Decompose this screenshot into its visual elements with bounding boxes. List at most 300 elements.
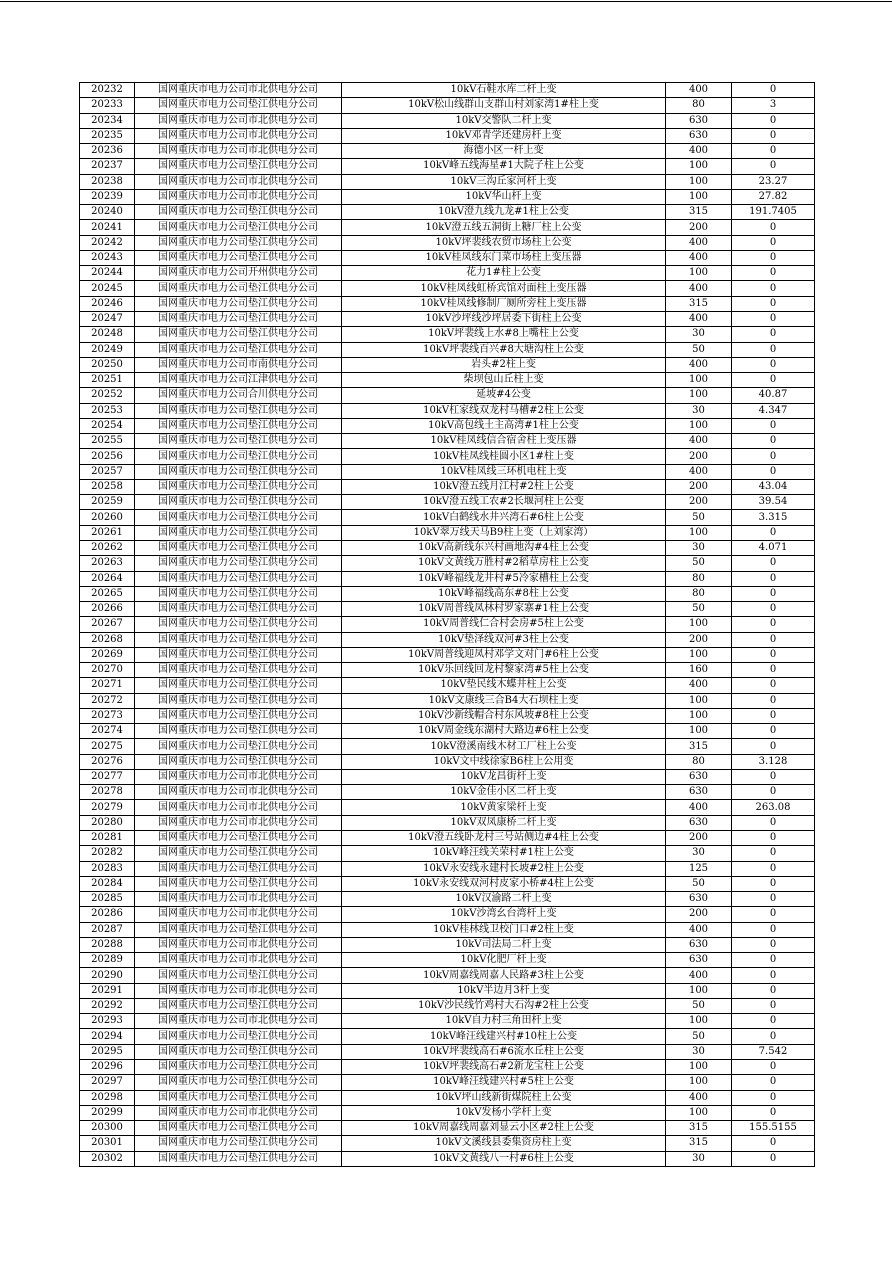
row-id-cell: 20245: [80, 281, 135, 296]
table-row: [80, 205, 815, 220]
row-id-cell: 20251: [80, 373, 135, 388]
value-cell: 0: [732, 1075, 815, 1090]
capacity-cell: 50: [666, 998, 732, 1013]
transformer-name-cell: 10kV垫泽线双河#3柱上公变: [342, 632, 666, 647]
row-id-cell: 20258: [80, 479, 135, 494]
value-cell: 3.315: [732, 510, 815, 525]
table-row: [80, 373, 815, 388]
capacity-cell: 400: [666, 144, 732, 159]
table-row: [80, 510, 815, 525]
transformer-name-cell: 10kV双凤康桥二杆上变: [342, 815, 666, 830]
company-cell: 国网重庆市电力公司市北供电分公司: [135, 128, 342, 143]
table-row: [80, 525, 815, 540]
capacity-cell: 630: [666, 815, 732, 830]
capacity-cell: 50: [666, 510, 732, 525]
transformer-name-cell: 10kV坪裴线百兴#8大塘沟柱上公变: [342, 342, 666, 357]
company-cell: 国网重庆市电力公司垫江供电分公司: [135, 418, 342, 433]
value-cell: 0: [732, 556, 815, 571]
transformer-name-cell: 10kV澄五线卧龙村三号站侧边#4柱上公变: [342, 831, 666, 846]
transformer-name-cell: 10kV峰汪线建兴村#10柱上公变: [342, 1029, 666, 1044]
company-cell: 国网重庆市电力公司市南供电分公司: [135, 357, 342, 372]
capacity-cell: 630: [666, 937, 732, 952]
company-cell: 国网重庆市电力公司垫江供电分公司: [135, 464, 342, 479]
company-cell: 国网重庆市电力公司垫江供电分公司: [135, 250, 342, 265]
company-cell: 国网重庆市电力公司垫江供电分公司: [135, 632, 342, 647]
company-cell: 国网重庆市电力公司垫江供电分公司: [135, 663, 342, 678]
company-cell: 国网重庆市电力公司市北供电分公司: [135, 785, 342, 800]
transformer-name-cell: 10kV龙昌街杆上变: [342, 769, 666, 784]
table-row: [80, 98, 815, 113]
capacity-cell: 30: [666, 327, 732, 342]
table-row: [80, 357, 815, 372]
company-cell: 国网重庆市电力公司市北供电分公司: [135, 953, 342, 968]
table-row: [80, 83, 815, 98]
company-cell: 国网重庆市电力公司垫江供电分公司: [135, 1044, 342, 1059]
table-row: [80, 144, 815, 159]
transformer-name-cell: 10kV周普线迎凤村邓学文对门#6柱上公变: [342, 647, 666, 662]
capacity-cell: 30: [666, 846, 732, 861]
value-cell: 0: [732, 311, 815, 326]
capacity-cell: 50: [666, 876, 732, 891]
capacity-cell: 50: [666, 1029, 732, 1044]
capacity-cell: 80: [666, 754, 732, 769]
table-row: [80, 159, 815, 174]
table-row: [80, 128, 815, 143]
value-cell: 0: [732, 418, 815, 433]
table-row: [80, 678, 815, 693]
capacity-cell: 100: [666, 418, 732, 433]
row-id-cell: 20287: [80, 922, 135, 937]
transformer-name-cell: 10kV澄五线工农#2长堰河柱上公变: [342, 495, 666, 510]
table-row: [80, 540, 815, 555]
transformer-name-cell: 10kV桂凤线修制厂厕所旁柱上变压器: [342, 296, 666, 311]
value-cell: 0: [732, 693, 815, 708]
table-row: [80, 815, 815, 830]
value-cell: 0: [732, 449, 815, 464]
company-cell: 国网重庆市电力公司江津供电分公司: [135, 373, 342, 388]
table-row: [80, 418, 815, 433]
value-cell: 0: [732, 907, 815, 922]
transformer-name-cell: 10kV文溪线县委集资房柱上变: [342, 1136, 666, 1151]
transformer-name-cell: 10kV化肥厂杆上变: [342, 953, 666, 968]
transformer-name-cell: 10kV周金线东湖村大路边#6柱上公变: [342, 724, 666, 739]
value-cell: 0: [732, 113, 815, 128]
table-row: [80, 556, 815, 571]
transformer-name-cell: 10kV坪裴线农贸市场柱上公变: [342, 235, 666, 250]
table-row: [80, 739, 815, 754]
row-id-cell: 20293: [80, 1014, 135, 1029]
capacity-cell: 100: [666, 373, 732, 388]
capacity-cell: 100: [666, 1014, 732, 1029]
row-id-cell: 20300: [80, 1121, 135, 1136]
row-id-cell: 20269: [80, 647, 135, 662]
capacity-cell: 400: [666, 968, 732, 983]
company-cell: 国网重庆市电力公司垫江供电分公司: [135, 1060, 342, 1075]
value-cell: 0: [732, 434, 815, 449]
transformer-name-cell: 10kV交警队二杆上变: [342, 113, 666, 128]
table-row: [80, 1121, 815, 1136]
table-row: [80, 1090, 815, 1105]
row-id-cell: 20273: [80, 708, 135, 723]
row-id-cell: 20285: [80, 892, 135, 907]
value-cell: 0: [732, 876, 815, 891]
value-cell: 0: [732, 815, 815, 830]
table-row: [80, 1044, 815, 1059]
company-cell: 国网重庆市电力公司垫江供电分公司: [135, 678, 342, 693]
row-id-cell: 20270: [80, 663, 135, 678]
row-id-cell: 20241: [80, 220, 135, 235]
table-body: [80, 83, 815, 1167]
value-cell: 0: [732, 266, 815, 281]
row-id-cell: 20237: [80, 159, 135, 174]
value-cell: 0: [732, 464, 815, 479]
transformer-name-cell: 10kV澄五线五洞街上糖厂柱上公变: [342, 220, 666, 235]
table-row: [80, 479, 815, 494]
value-cell: 0: [732, 983, 815, 998]
value-cell: 3.128: [732, 754, 815, 769]
capacity-cell: 400: [666, 235, 732, 250]
capacity-cell: 400: [666, 922, 732, 937]
transformer-name-cell: 10kV峰五线海星#1大院子柱上公变: [342, 159, 666, 174]
value-cell: 0: [732, 296, 815, 311]
table-row: [80, 1060, 815, 1075]
row-id-cell: 20262: [80, 540, 135, 555]
capacity-cell: 100: [666, 525, 732, 540]
table-row: [80, 296, 815, 311]
row-id-cell: 20263: [80, 556, 135, 571]
row-id-cell: 20248: [80, 327, 135, 342]
transformer-name-cell: 10kV澄九线九龙#1柱上公变: [342, 205, 666, 220]
capacity-cell: 400: [666, 434, 732, 449]
row-id-cell: 20294: [80, 1029, 135, 1044]
row-id-cell: 20264: [80, 571, 135, 586]
transformer-name-cell: 10kV澄溪南线木材工厂柱上公变: [342, 739, 666, 754]
company-cell: 国网重庆市电力公司垫江供电分公司: [135, 724, 342, 739]
company-cell: 国网重庆市电力公司垫江供电分公司: [135, 540, 342, 555]
value-cell: 23.27: [732, 174, 815, 189]
value-cell: 263.08: [732, 800, 815, 815]
table-row: [80, 754, 815, 769]
value-cell: 0: [732, 892, 815, 907]
row-id-cell: 20242: [80, 235, 135, 250]
company-cell: 国网重庆市电力公司市北供电分公司: [135, 189, 342, 204]
company-cell: 国网重庆市电力公司垫江供电分公司: [135, 571, 342, 586]
transformer-name-cell: 10kV桂凤线信合宿舍柱上变压器: [342, 434, 666, 449]
transformer-name-cell: 10kV翠万线天马B9柱上变（上刘家湾）: [342, 525, 666, 540]
transformer-name-cell: 10kV桂凤线虹桥宾馆对面柱上变压器: [342, 281, 666, 296]
capacity-cell: 200: [666, 831, 732, 846]
capacity-cell: 50: [666, 602, 732, 617]
table-row: [80, 174, 815, 189]
capacity-cell: 100: [666, 174, 732, 189]
company-cell: 国网重庆市电力公司垫江供电分公司: [135, 754, 342, 769]
capacity-cell: 630: [666, 785, 732, 800]
capacity-cell: 400: [666, 678, 732, 693]
company-cell: 国网重庆市电力公司垫江供电分公司: [135, 281, 342, 296]
table-row: [80, 769, 815, 784]
row-id-cell: 20301: [80, 1136, 135, 1151]
value-cell: 0: [732, 281, 815, 296]
row-id-cell: 20238: [80, 174, 135, 189]
capacity-cell: 80: [666, 571, 732, 586]
value-cell: 0: [732, 144, 815, 159]
transformer-name-cell: 10kV黄家梁杆上变: [342, 800, 666, 815]
company-cell: 国网重庆市电力公司垫江供电分公司: [135, 1151, 342, 1166]
company-cell: 国网重庆市电力公司垫江供电分公司: [135, 556, 342, 571]
transformer-table: [79, 82, 815, 1167]
row-id-cell: 20243: [80, 250, 135, 265]
table-row: [80, 724, 815, 739]
row-id-cell: 20292: [80, 998, 135, 1013]
row-id-cell: 20298: [80, 1090, 135, 1105]
value-cell: 191.7405: [732, 205, 815, 220]
transformer-name-cell: 10kV文中线徐家B6柱上公用变: [342, 754, 666, 769]
capacity-cell: 100: [666, 617, 732, 632]
company-cell: 国网重庆市电力公司垫江供电分公司: [135, 846, 342, 861]
row-id-cell: 20261: [80, 525, 135, 540]
row-id-cell: 20282: [80, 846, 135, 861]
table-row: [80, 311, 815, 326]
company-cell: 国网重庆市电力公司市北供电分公司: [135, 144, 342, 159]
capacity-cell: 200: [666, 479, 732, 494]
value-cell: 0: [732, 342, 815, 357]
table-row: [80, 571, 815, 586]
transformer-name-cell: 10kV文康线三合B4大石坝柱上变: [342, 693, 666, 708]
capacity-cell: 80: [666, 586, 732, 601]
table-row: [80, 876, 815, 891]
capacity-cell: 400: [666, 311, 732, 326]
value-cell: 0: [732, 1014, 815, 1029]
capacity-cell: 315: [666, 1136, 732, 1151]
value-cell: 0: [732, 571, 815, 586]
company-cell: 国网重庆市电力公司垫江供电分公司: [135, 1029, 342, 1044]
transformer-name-cell: 10kV沙湾幺台湾杆上变: [342, 907, 666, 922]
transformer-name-cell: 柴坝包山丘柱上变: [342, 373, 666, 388]
transformer-name-cell: 花力1#柱上公变: [342, 266, 666, 281]
company-cell: 国网重庆市电力公司市北供电分公司: [135, 983, 342, 998]
table-row: [80, 983, 815, 998]
company-cell: 国网重庆市电力公司垫江供电分公司: [135, 1090, 342, 1105]
table-row: [80, 602, 815, 617]
transformer-name-cell: 10kV半边月3杆上变: [342, 983, 666, 998]
value-cell: 0: [732, 128, 815, 143]
row-id-cell: 20280: [80, 815, 135, 830]
capacity-cell: 315: [666, 296, 732, 311]
row-id-cell: 20240: [80, 205, 135, 220]
capacity-cell: 160: [666, 663, 732, 678]
value-cell: 0: [732, 922, 815, 937]
company-cell: 国网重庆市电力公司垫江供电分公司: [135, 403, 342, 418]
value-cell: 0: [732, 1105, 815, 1120]
transformer-name-cell: 延坡#4公变: [342, 388, 666, 403]
row-id-cell: 20256: [80, 449, 135, 464]
row-id-cell: 20257: [80, 464, 135, 479]
company-cell: 国网重庆市电力公司市北供电分公司: [135, 815, 342, 830]
capacity-cell: 630: [666, 769, 732, 784]
capacity-cell: 400: [666, 800, 732, 815]
row-id-cell: 20260: [80, 510, 135, 525]
capacity-cell: 30: [666, 540, 732, 555]
transformer-name-cell: 10kV坪裴线上水#8上嘴柱上公变: [342, 327, 666, 342]
value-cell: 0: [732, 1151, 815, 1166]
row-id-cell: 20296: [80, 1060, 135, 1075]
table-row: [80, 800, 815, 815]
company-cell: 国网重庆市电力公司垫江供电分公司: [135, 831, 342, 846]
company-cell: 国网重庆市电力公司开州供电分公司: [135, 266, 342, 281]
transformer-name-cell: 10kV周嘉线周嘉刘显云小区#2柱上公变: [342, 1121, 666, 1136]
value-cell: 0: [732, 525, 815, 540]
transformer-name-cell: 10kV桂林线卫校门口#2柱上变: [342, 922, 666, 937]
company-cell: 国网重庆市电力公司垫江供电分公司: [135, 617, 342, 632]
transformer-name-cell: 海德小区一杆上变: [342, 144, 666, 159]
capacity-cell: 30: [666, 1151, 732, 1166]
transformer-name-cell: 10kV金佳小区二杆上变: [342, 785, 666, 800]
capacity-cell: 630: [666, 953, 732, 968]
transformer-name-cell: 10kV高新线东兴村画地沟#4柱上公变: [342, 540, 666, 555]
row-id-cell: 20299: [80, 1105, 135, 1120]
transformer-name-cell: 10kV邓青学还建房杆上变: [342, 128, 666, 143]
row-id-cell: 20235: [80, 128, 135, 143]
company-cell: 国网重庆市电力公司市北供电分公司: [135, 769, 342, 784]
capacity-cell: 100: [666, 708, 732, 723]
capacity-cell: 30: [666, 403, 732, 418]
value-cell: 3: [732, 98, 815, 113]
capacity-cell: 100: [666, 388, 732, 403]
value-cell: 0: [732, 739, 815, 754]
capacity-cell: 400: [666, 357, 732, 372]
transformer-name-cell: 10kV沙坪线沙坪居委下街柱上公变: [342, 311, 666, 326]
company-cell: 国网重庆市电力公司垫江供电分公司: [135, 1121, 342, 1136]
value-cell: 4.347: [732, 403, 815, 418]
table-row: [80, 113, 815, 128]
transformer-name-cell: 10kV峰汪线建兴村#5柱上公变: [342, 1075, 666, 1090]
value-cell: 0: [732, 998, 815, 1013]
row-id-cell: 20267: [80, 617, 135, 632]
transformer-name-cell: 10kV司法局二杆上变: [342, 937, 666, 952]
table-row: [80, 861, 815, 876]
company-cell: 国网重庆市电力公司市北供电分公司: [135, 892, 342, 907]
transformer-name-cell: 10kV汉渝路二杆上变: [342, 892, 666, 907]
transformer-name-cell: 10kV坪裴线高石#2新龙宝柱上公变: [342, 1060, 666, 1075]
company-cell: 国网重庆市电力公司垫江供电分公司: [135, 693, 342, 708]
capacity-cell: 125: [666, 861, 732, 876]
table-row: [80, 235, 815, 250]
value-cell: 0: [732, 159, 815, 174]
transformer-name-cell: 10kV峰福线高东#8柱上公变: [342, 586, 666, 601]
row-id-cell: 20278: [80, 785, 135, 800]
company-cell: 国网重庆市电力公司垫江供电分公司: [135, 708, 342, 723]
row-id-cell: 20254: [80, 418, 135, 433]
table-row: [80, 1014, 815, 1029]
capacity-cell: 400: [666, 250, 732, 265]
company-cell: 国网重庆市电力公司市北供电分公司: [135, 174, 342, 189]
company-cell: 国网重庆市电力公司合川供电分公司: [135, 388, 342, 403]
transformer-name-cell: 10kV自力村三角田杆上变: [342, 1014, 666, 1029]
table-row: [80, 281, 815, 296]
value-cell: 0: [732, 831, 815, 846]
row-id-cell: 20283: [80, 861, 135, 876]
value-cell: 0: [732, 357, 815, 372]
value-cell: 0: [732, 968, 815, 983]
row-id-cell: 20284: [80, 876, 135, 891]
table-row: [80, 403, 815, 418]
transformer-name-cell: 10kV三沟丘家河杆上变: [342, 174, 666, 189]
value-cell: 0: [732, 1090, 815, 1105]
value-cell: 0: [732, 373, 815, 388]
company-cell: 国网重庆市电力公司垫江供电分公司: [135, 327, 342, 342]
capacity-cell: 100: [666, 189, 732, 204]
transformer-name-cell: 10kV松山线群山支群山村刘家湾1#柱上变: [342, 98, 666, 113]
transformer-name-cell: 10kV沙新线帽合村东风坡#8柱上公变: [342, 708, 666, 723]
company-cell: 国网重庆市电力公司垫江供电分公司: [135, 998, 342, 1013]
table-row: [80, 953, 815, 968]
company-cell: 国网重庆市电力公司垫江供电分公司: [135, 311, 342, 326]
transformer-name-cell: 10kV峰汪线关荣村#1柱上公变: [342, 846, 666, 861]
table-row: [80, 998, 815, 1013]
company-cell: 国网重庆市电力公司垫江供电分公司: [135, 647, 342, 662]
company-cell: 国网重庆市电力公司垫江供电分公司: [135, 205, 342, 220]
value-cell: 0: [732, 846, 815, 861]
value-cell: 0: [732, 235, 815, 250]
transformer-name-cell: 岩头#2柱上变: [342, 357, 666, 372]
capacity-cell: 100: [666, 724, 732, 739]
table-row: [80, 1029, 815, 1044]
value-cell: 39.54: [732, 495, 815, 510]
row-id-cell: 20291: [80, 983, 135, 998]
company-cell: 国网重庆市电力公司垫江供电分公司: [135, 922, 342, 937]
table-row: [80, 266, 815, 281]
table-row: [80, 846, 815, 861]
capacity-cell: 100: [666, 1075, 732, 1090]
company-cell: 国网重庆市电力公司垫江供电分公司: [135, 525, 342, 540]
transformer-name-cell: 10kV周嘉线周嘉人民路#3柱上公变: [342, 968, 666, 983]
capacity-cell: 100: [666, 693, 732, 708]
value-cell: 0: [732, 861, 815, 876]
value-cell: 43.04: [732, 479, 815, 494]
table-row: [80, 327, 815, 342]
transformer-name-cell: 10kV白鹤线水井兴湾石#6柱上公变: [342, 510, 666, 525]
transformer-name-cell: 10kV文黄线八一村#6柱上公变: [342, 1151, 666, 1166]
capacity-cell: 630: [666, 128, 732, 143]
row-id-cell: 20274: [80, 724, 135, 739]
table-row: [80, 250, 815, 265]
table-row: [80, 189, 815, 204]
value-cell: 0: [732, 617, 815, 632]
company-cell: 国网重庆市电力公司垫江供电分公司: [135, 739, 342, 754]
table-row: [80, 1151, 815, 1166]
value-cell: 0: [732, 250, 815, 265]
row-id-cell: 20265: [80, 586, 135, 601]
transformer-name-cell: 10kV周普线凤林村罗家寨#1柱上公变: [342, 602, 666, 617]
transformer-name-cell: 10kV杠家线双龙村马槽#2柱上公变: [342, 403, 666, 418]
company-cell: 国网重庆市电力公司垫江供电分公司: [135, 220, 342, 235]
value-cell: 0: [732, 708, 815, 723]
table-row: [80, 617, 815, 632]
table-row: [80, 220, 815, 235]
value-cell: 0: [732, 769, 815, 784]
row-id-cell: 20288: [80, 937, 135, 952]
capacity-cell: 400: [666, 83, 732, 98]
table-row: [80, 785, 815, 800]
capacity-cell: 315: [666, 205, 732, 220]
transformer-name-cell: 10kV桂凤线东门菜市场柱上变压器: [342, 250, 666, 265]
row-id-cell: 20250: [80, 357, 135, 372]
value-cell: 4.071: [732, 540, 815, 555]
value-cell: 0: [732, 647, 815, 662]
transformer-name-cell: 10kV石鞋水库二杆上变: [342, 83, 666, 98]
capacity-cell: 630: [666, 892, 732, 907]
table-row: [80, 922, 815, 937]
